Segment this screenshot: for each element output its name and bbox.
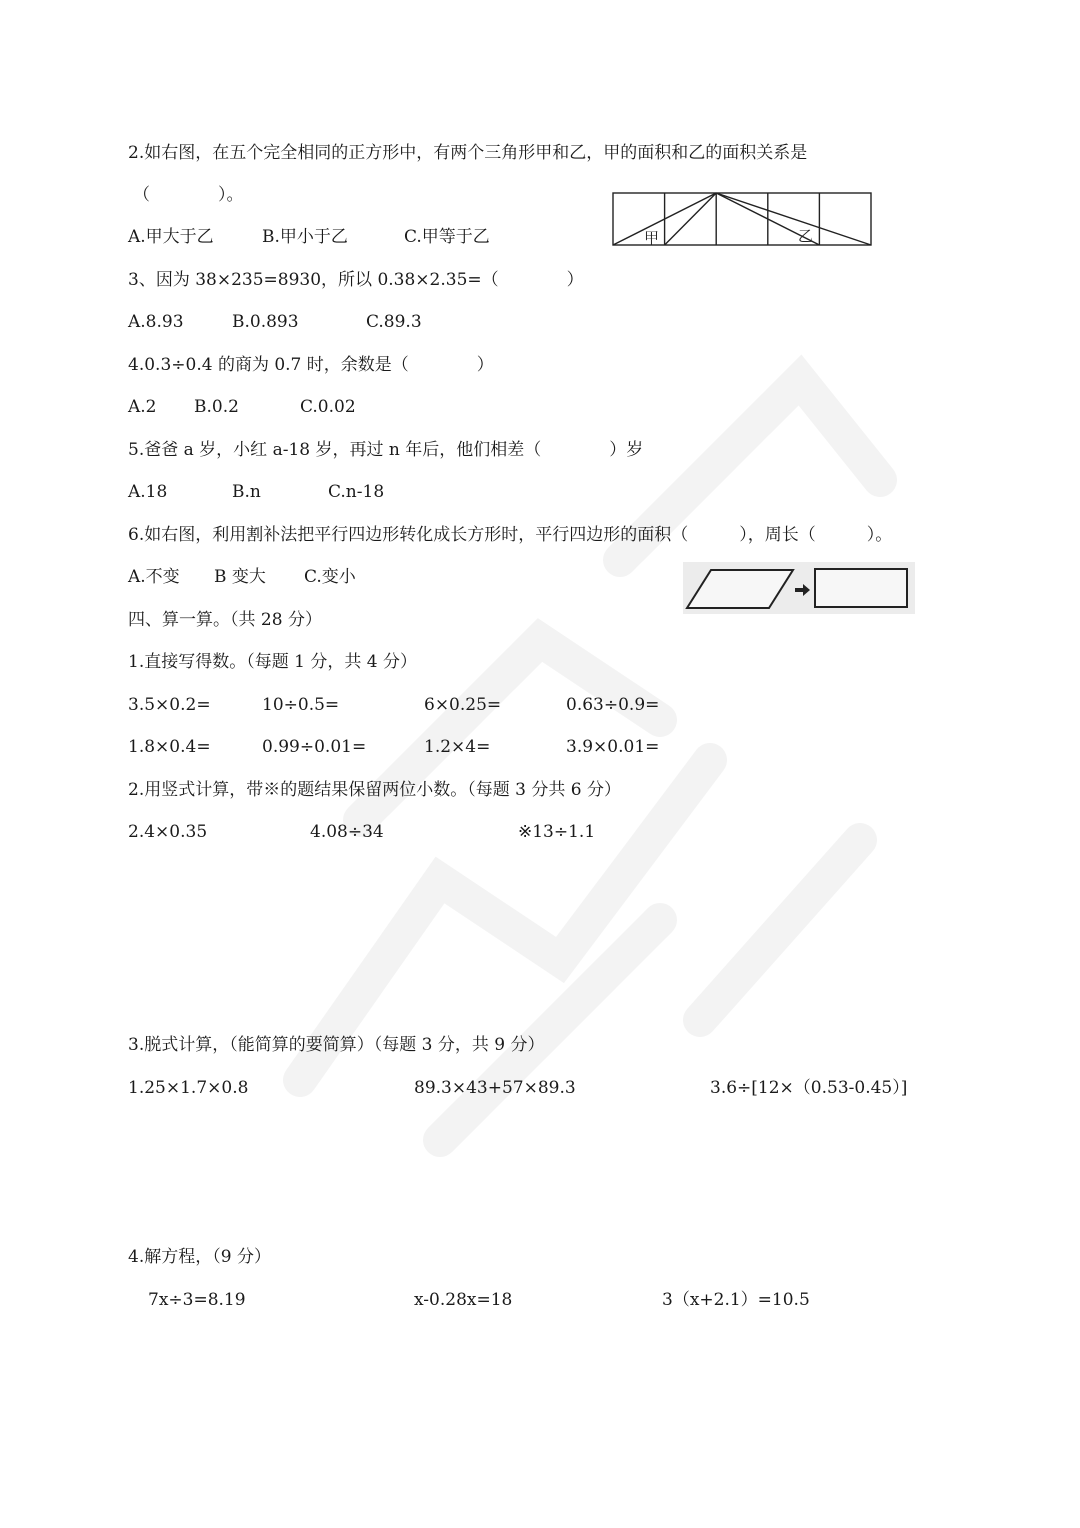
stepwise-calc-item: 3.6÷[12×（0.53-0.45）] (710, 1078, 908, 1098)
calc-item: 3.9×0.01= (566, 737, 660, 757)
q5-stem: 5.爸爸 a 岁，小红 a-18 岁，再过 n 年后，他们相差（ ）岁 (128, 440, 644, 460)
stepwise-calc-item: 1.25×1.7×0.8 (128, 1078, 249, 1098)
figure-label-jia: 甲 (644, 229, 660, 247)
q6-option-a: A.不变 (128, 567, 180, 587)
calc-item: 0.63÷0.9= (566, 695, 660, 715)
calc-item: 1.8×0.4= (128, 737, 211, 757)
vertical-calc-item: 2.4×0.35 (128, 822, 208, 842)
q2-blank: （ ）。 (133, 185, 244, 205)
parallelogram-to-rectangle-figure (683, 562, 915, 614)
q4-stem: 4.0.3÷0.4 的商为 0.7 时，余数是（ ） (128, 355, 494, 375)
equation-item: x-0.28x=18 (414, 1290, 513, 1310)
stepwise-calc-item: 89.3×43+57×89.3 (414, 1078, 576, 1098)
calc-item: 3.5×0.2= (128, 695, 211, 715)
calc-item: 1.2×4= (424, 737, 491, 757)
figure-label-yi: 乙 (798, 227, 814, 245)
calc-item: 6×0.25= (424, 695, 502, 715)
part2-title: 2.用竖式计算，带※的题结果保留两位小数。（每题 3 分共 6 分） (128, 780, 621, 800)
q2-option-a: A.甲大于乙 (128, 227, 214, 247)
q2-option-c: C.甲等于乙 (404, 227, 490, 247)
q6-option-b: B 变大 (214, 567, 266, 587)
q5-option-b: B.n (232, 482, 261, 502)
q2-stem: 2.如右图，在五个完全相同的正方形中，有两个三角形甲和乙，甲的面积和乙的面积关系是 (128, 143, 808, 163)
part4-title: 4.解方程，（9 分） (128, 1247, 271, 1267)
part1-title: 1.直接写得数。（每题 1 分，共 4 分） (128, 652, 417, 672)
q6-option-c: C.变小 (304, 567, 356, 587)
part3-title: 3.脱式计算，（能简算的要简算）（每题 3 分，共 9 分） (128, 1035, 545, 1055)
equation-item: 3（x+2.1）=10.5 (662, 1290, 810, 1310)
q3-option-a: A.8.93 (128, 312, 184, 332)
q4-option-b: B.0.2 (194, 397, 239, 417)
vertical-calc-item: ※13÷1.1 (518, 822, 596, 842)
q3-option-c: C.89.3 (366, 312, 422, 332)
calc-item: 10÷0.5= (262, 695, 340, 715)
q5-option-a: A.18 (128, 482, 168, 502)
q4-option-c: C.0.02 (300, 397, 356, 417)
equation-item: 7x÷3=8.19 (148, 1290, 246, 1310)
five-squares-figure (612, 192, 874, 248)
q3-option-b: B.0.893 (232, 312, 299, 332)
vertical-calc-item: 4.08÷34 (310, 822, 384, 842)
q3-stem: 3、因为 38×235=8930，所以 0.38×2.35=（ ） (128, 270, 584, 290)
q6-stem: 6.如右图，利用割补法把平行四边形转化成长方形时，平行四边形的面积（ ），周长（ ）。 (128, 525, 893, 545)
q4-option-a: A.2 (128, 397, 157, 417)
q2-option-b: B.甲小于乙 (262, 227, 348, 247)
q5-option-c: C.n-18 (328, 482, 385, 502)
calc-item: 0.99÷0.01= (262, 737, 367, 757)
section4-title: 四、算一算。（共 28 分） (128, 610, 322, 630)
